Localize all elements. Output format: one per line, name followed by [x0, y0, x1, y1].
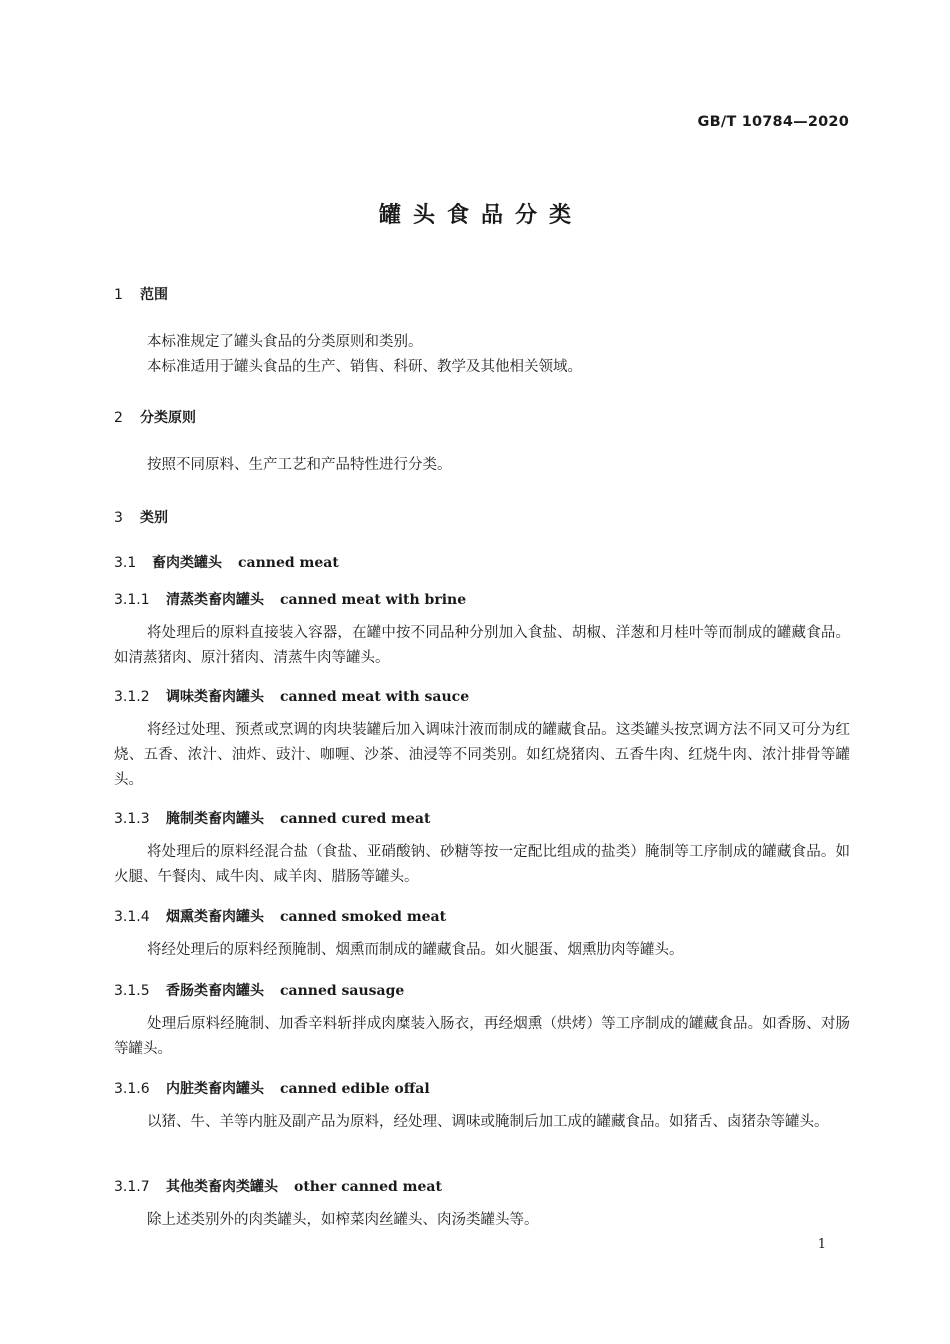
section-title-en: canned sausage [280, 983, 405, 999]
paragraph: 除上述类别外的肉类罐头，如榨菜肉丝罐头、肉汤类罐头等。 [147, 1212, 539, 1228]
paragraph: 本标准适用于罐头食品的生产、销售、科研、教学及其他相关领域。 [147, 359, 582, 375]
section-number: 3.1.4 [114, 909, 150, 925]
paragraph: 处理后原料经腌制、加香辛料斩拌成肉糜装入肠衣，再经烟熏（烘烤）等工序制成的罐藏食品。如香肠、对肠等罐头。 [114, 1016, 850, 1057]
section-heading-3-1-1 [114, 589, 466, 609]
section-title-en: canned meat [238, 555, 339, 571]
section-title: 腌制类畜肉罐头 [166, 811, 264, 827]
section-number: 2 [114, 410, 123, 426]
standard-code: GB/T 10784—2020 [697, 114, 849, 130]
section-number: 3.1 [114, 555, 137, 571]
page-number: 1 [817, 1237, 826, 1252]
section-number: 3.1.5 [114, 983, 150, 999]
paragraph: 以猪、牛、羊等内脏及副产品为原料，经处理、调味或腌制后加工成的罐藏食品。如猪舌、卤猪杂等罐头。 [147, 1114, 829, 1130]
section-title: 调味类畜肉罐头 [166, 689, 264, 705]
section-number: 3 [114, 510, 123, 526]
paragraph: 将经过处理、预煮或烹调的肉块装罐后加入调味汁液而制成的罐藏食品。这类罐头按烹调方法不同又可分为红烧、五香、浓汁、油炸、豉汁、咖喱、沙茶、油浸等不同类别。如红烧猪肉、五香牛肉、红烧牛肉、浓汁排骨等罐头。 [114, 722, 850, 788]
paragraph: 将处理后的原料直接装入容器，在罐中按不同品种分别加入食盐、胡椒、洋葱和月桂叶等而制成的罐藏食品。如清蒸猪肉、原汁猪肉、清蒸牛肉等罐头。 [114, 625, 850, 666]
section-title: 内脏类畜肉罐头 [166, 1081, 264, 1097]
section-number: 3.1.3 [114, 811, 150, 827]
section-title-en: canned meat with sauce [280, 689, 470, 705]
section-number: 3.1.1 [114, 592, 150, 608]
paragraph: 将处理后的原料经混合盐（食盐、亚硝酸钠、砂糖等按一定配比组成的盐类）腌制等工序制成的罐藏食品。如火腿、午餐肉、咸牛肉、咸羊肉、腊肠等罐头。 [114, 844, 850, 885]
section-heading-3-1-6 [114, 1078, 430, 1098]
section-title: 畜肉类罐头 [152, 555, 222, 571]
section-title-en: canned edible offal [280, 1081, 430, 1097]
section-title: 香肠类畜肉罐头 [166, 983, 264, 999]
paragraph: 按照不同原料、生产工艺和产品特性进行分类。 [147, 457, 452, 473]
section-title-en: other canned meat [294, 1179, 442, 1195]
section-heading-3-1 [114, 552, 339, 572]
section-number: 3.1.6 [114, 1081, 150, 1097]
section-heading-1 [114, 284, 168, 304]
section-heading-2 [114, 407, 196, 427]
section-title: 范围 [140, 287, 168, 303]
section-title: 烟熏类畜肉罐头 [166, 909, 264, 925]
section-title-en: canned smoked meat [280, 909, 447, 925]
section-title-en: canned meat with brine [280, 592, 467, 608]
section-heading-3-1-3 [114, 808, 430, 828]
section-heading-3-1-4 [114, 906, 446, 926]
section-title: 清蒸类畜肉罐头 [166, 592, 264, 608]
document-title: 罐头食品分类 [378, 203, 583, 228]
section-title: 类别 [140, 510, 168, 526]
section-number: 3.1.7 [114, 1179, 150, 1195]
paragraph: 将经处理后的原料经预腌制、烟熏而制成的罐藏食品。如火腿蛋、烟熏肋肉等罐头。 [147, 942, 684, 958]
paragraph: 本标准规定了罐头食品的分类原则和类别。 [147, 334, 423, 350]
section-heading-3-1-2 [114, 686, 469, 706]
section-number: 3.1.2 [114, 689, 150, 705]
section-number: 1 [114, 287, 123, 303]
section-title-en: canned cured meat [280, 811, 431, 827]
section-title: 其他类畜肉类罐头 [166, 1179, 278, 1195]
section-heading-3-1-7 [114, 1176, 442, 1196]
section-title: 分类原则 [140, 410, 196, 426]
section-heading-3 [114, 507, 168, 527]
section-heading-3-1-5 [114, 980, 404, 1000]
